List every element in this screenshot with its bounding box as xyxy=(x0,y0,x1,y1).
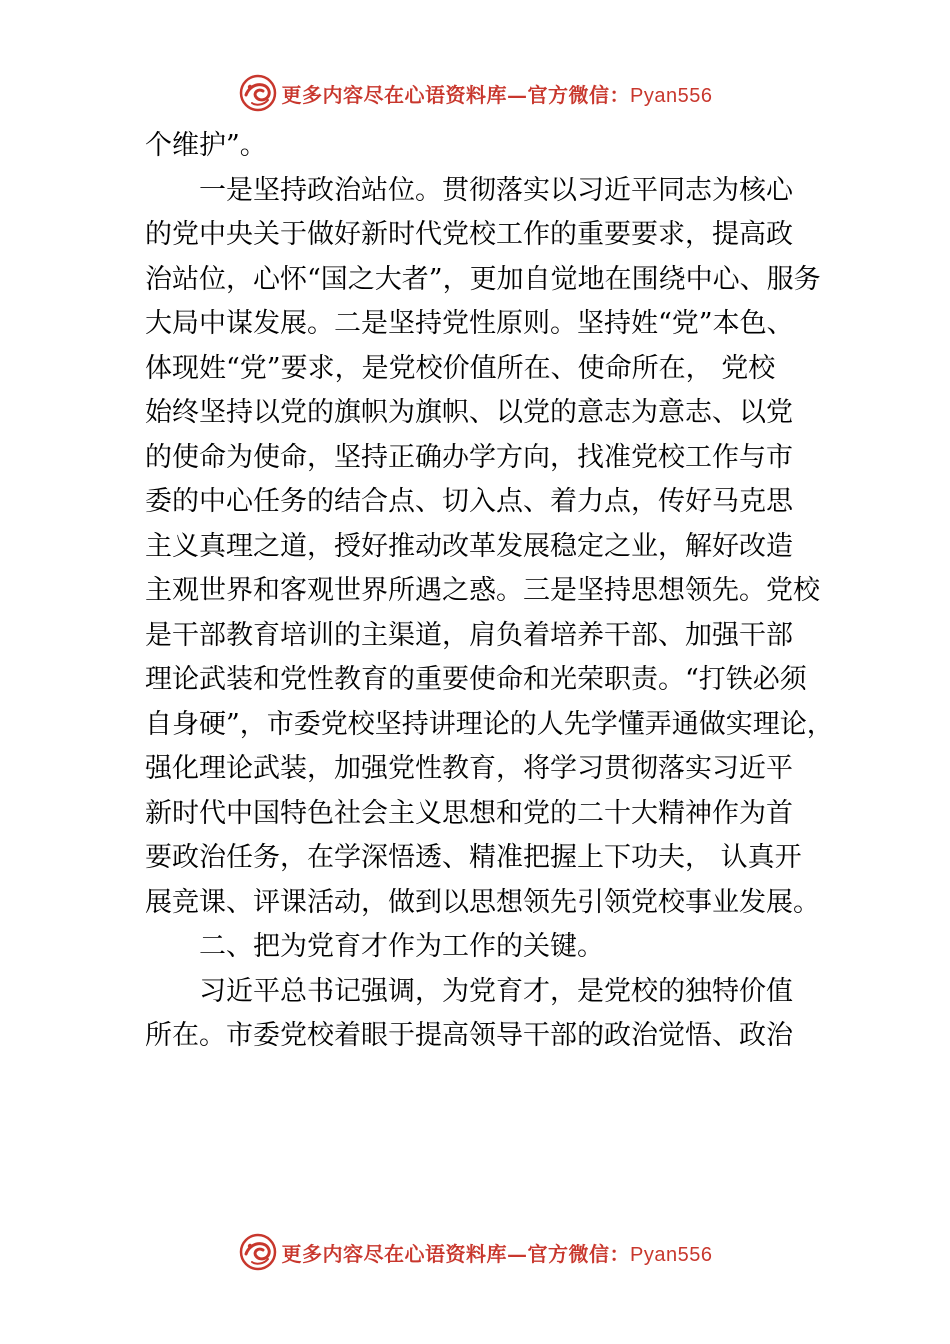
text-line: 要政治任务，在学深悟透、精准把握上下功夫， 认真开 xyxy=(145,842,802,873)
swirl-logo-icon xyxy=(238,73,278,113)
footer-banner xyxy=(0,1227,950,1277)
text-line: 主观世界和客观世界所遇之惑。三是坚持思想领先。党校 xyxy=(145,575,820,606)
swirl-logo-icon xyxy=(238,1232,278,1272)
header-banner-label: 更多内容尽在心语资料库—官方微信： xyxy=(281,82,631,107)
text-line: 的使命为使命，坚持正确办学方向，找准党校工作与市 xyxy=(145,441,793,473)
document-body xyxy=(145,124,834,1059)
text-line: 主义真理之道，授好推动改革发展稳定之业，解好改造 xyxy=(145,530,793,562)
text-line: 所在。市委党校着眼于提高领导干部的政治觉悟、政治 xyxy=(145,1020,793,1051)
footer-wechat-id: Pyan556 xyxy=(630,1243,713,1266)
text-line: 一是坚持政治站位。贯彻落实以习近平同志为核心 xyxy=(199,174,793,206)
header-banner-text xyxy=(282,79,713,108)
text-line: 展竞课、评课活动，做到以思想领先引领党校事业发展。 xyxy=(145,886,820,918)
text-line: 的党中央关于做好新时代党校工作的重要要求，提高政 xyxy=(145,219,793,250)
header-wechat-id: Pyan556 xyxy=(630,84,713,107)
text-line: 始终坚持以党的旗帜为旗帜、以党的意志为意志、以党 xyxy=(145,397,793,428)
text-line: 委的中心任务的结合点、切入点、着力点，传好马克思 xyxy=(145,486,793,517)
text-line: 新时代中国特色社会主义思想和党的二十大精神作为首 xyxy=(145,797,793,829)
header-banner xyxy=(0,68,950,118)
text-line: 大局中谋发展。二是坚持党性原则。坚持姓“党”本色、 xyxy=(145,308,794,339)
footer-banner-label: 更多内容尽在心语资料库—官方微信： xyxy=(281,1241,631,1266)
text-line: 强化理论武装，加强党性教育，将学习贯彻落实习近平 xyxy=(145,753,793,784)
text-line: 理论武装和党性教育的重要使命和光荣职责。“打铁必须 xyxy=(145,664,807,695)
text-line: 个维护”。 xyxy=(145,130,267,161)
text-line: 体现姓“党”要求，是党校价值所在、使命所在， 党校 xyxy=(145,352,776,384)
section-heading: 二、把为党育才作为工作的关键。 xyxy=(199,931,604,962)
text-line: 治站位，心怀“国之大者”，更加自觉地在围绕中心、服务 xyxy=(145,263,821,295)
text-line: 自身硬”，市委党校坚持讲理论的人先学懂弄通做实理论， xyxy=(145,708,834,740)
text-line: 是干部教育培训的主渠道，肩负着培养干部、加强干部 xyxy=(145,619,793,651)
footer-banner-text xyxy=(282,1238,713,1267)
text-line: 习近平总书记强调，为党育才，是党校的独特价值 xyxy=(199,975,793,1007)
